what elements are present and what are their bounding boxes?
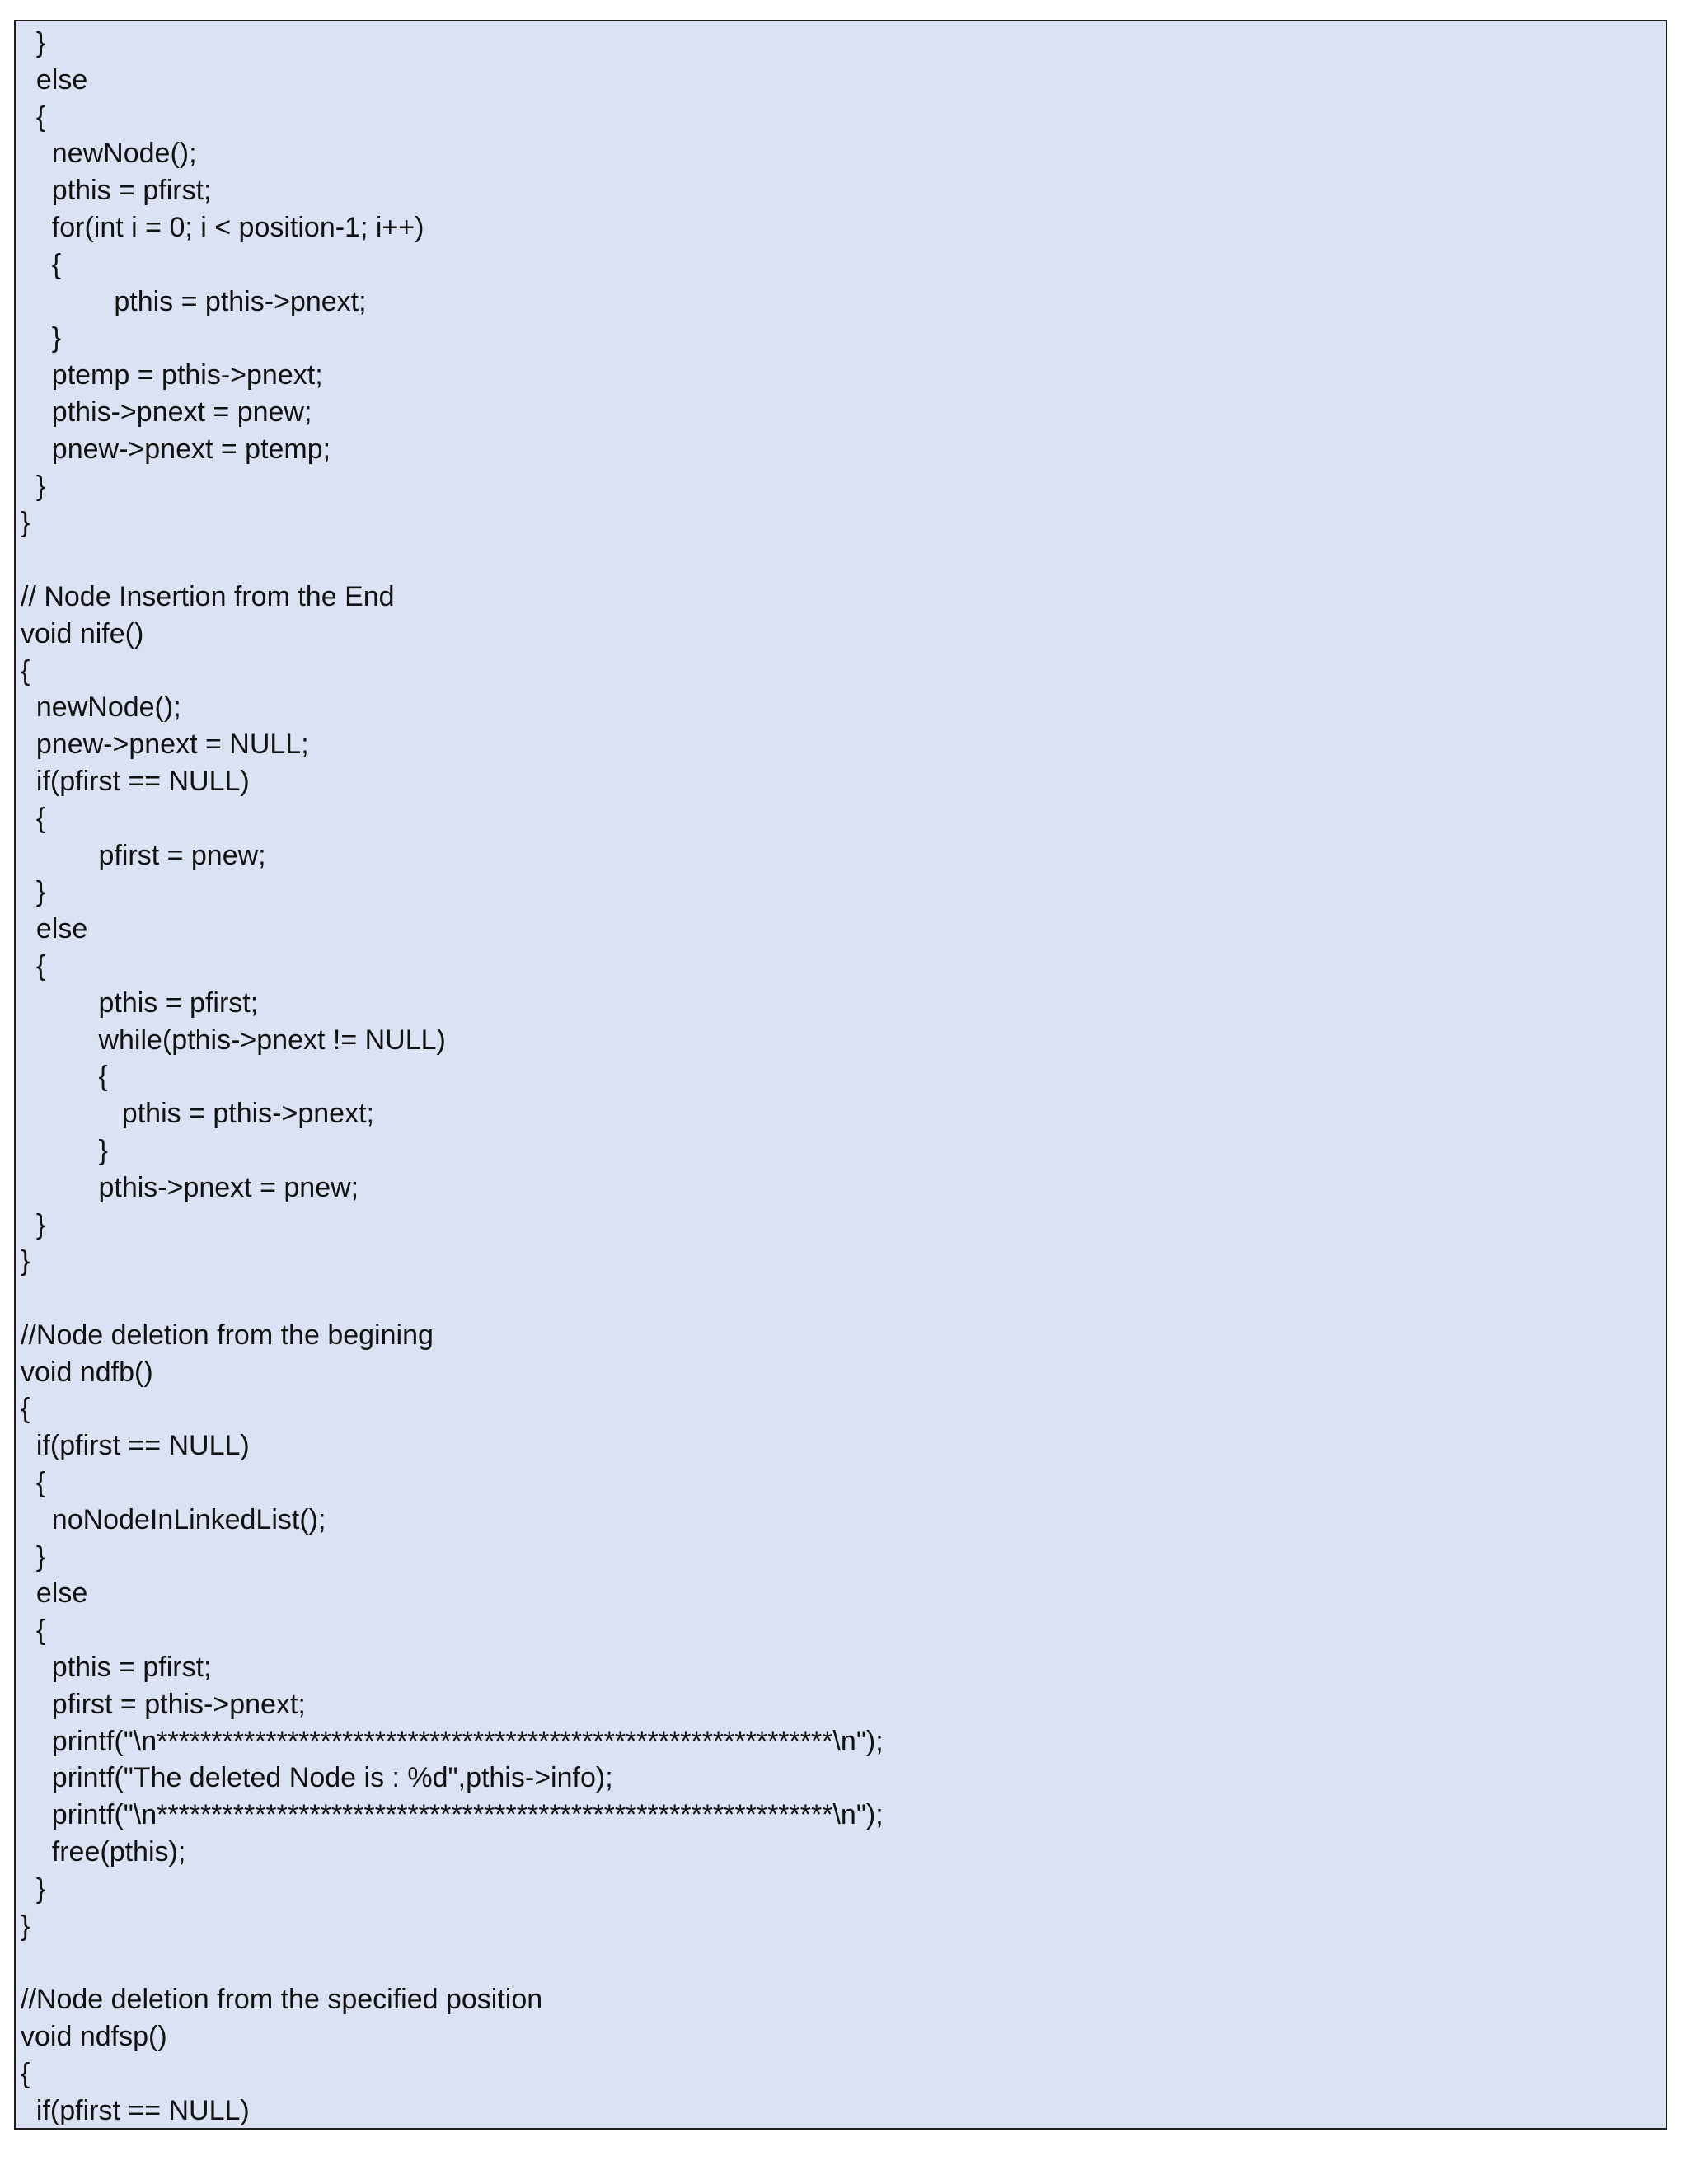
code-line: while(pthis->pnext != NULL)	[21, 1024, 446, 1056]
code-line: ptemp = pthis->pnext;	[21, 359, 323, 391]
code-line: }	[21, 1208, 46, 1240]
code-line: printf("The deleted Node is : %d",pthis->info);	[21, 1762, 613, 1794]
code-line: newNode();	[21, 691, 181, 724]
code-line: void nife()	[21, 617, 144, 649]
code-line: void ndfb()	[21, 1356, 153, 1388]
code-line: printf("\n**************************************************************\n");	[21, 1799, 884, 1831]
code-line: {	[21, 2057, 30, 2089]
code-line: }	[21, 876, 46, 908]
code-line: pthis = pthis->pnext;	[21, 285, 367, 317]
code-line: }	[21, 1540, 46, 1572]
code-line: pthis = pthis->pnext;	[21, 1098, 374, 1130]
code-line: }	[21, 470, 46, 502]
code-line: {	[21, 802, 46, 834]
code-line: for(int i = 0; i < position-1; i++)	[21, 211, 424, 243]
code-line: if(pfirst == NULL)	[21, 1430, 250, 1462]
code-lines	[21, 25, 884, 2129]
code-line: {	[21, 654, 30, 687]
code-line: }	[21, 1910, 30, 1942]
code-line	[21, 1944, 884, 1981]
code-line: pfirst = pthis->pnext;	[21, 1688, 306, 1720]
code-line: pthis->pnext = pnew;	[21, 1171, 359, 1203]
code-line: //Node deletion from the begining	[21, 1319, 434, 1351]
code-listing-box	[14, 20, 1667, 2130]
code-line: {	[21, 1467, 46, 1499]
code-line: }	[21, 1872, 46, 1905]
code-line: {	[21, 1393, 30, 1425]
code-line: pnew->pnext = ptemp;	[21, 433, 331, 465]
code-line: pthis = pfirst;	[21, 987, 259, 1019]
code-line: if(pfirst == NULL)	[21, 2094, 250, 2126]
code-line: {	[21, 1615, 46, 1647]
code-line	[21, 541, 884, 579]
code-line: {	[21, 101, 46, 133]
code-line: else	[21, 63, 88, 96]
code-line: newNode();	[21, 138, 197, 170]
code-line: free(pthis);	[21, 1836, 186, 1868]
code-line: }	[21, 27, 46, 59]
code-line: // Node Insertion from the End	[21, 580, 395, 612]
code-line: }	[21, 322, 62, 354]
code-line: }	[21, 507, 30, 539]
code-line: if(pfirst == NULL)	[21, 765, 250, 797]
code-line: else	[21, 1577, 88, 1610]
code-line	[21, 1280, 884, 1317]
code-line: pnew->pnext = NULL;	[21, 729, 309, 761]
code-line: {	[21, 248, 62, 280]
code-line: {	[21, 949, 46, 982]
code-line: }	[21, 1245, 30, 1277]
code-line: pthis->pnext = pnew;	[21, 396, 312, 428]
code-line: noNodeInLinkedList();	[21, 1503, 326, 1535]
code-line: }	[21, 1134, 108, 1166]
code-line: {	[21, 1061, 108, 1093]
code-line: else	[21, 913, 88, 945]
code-line: pthis = pfirst;	[21, 175, 212, 207]
code-line: //Node deletion from the specified position	[21, 1984, 543, 2016]
code-line: pthis = pfirst;	[21, 1652, 212, 1684]
code-line: void ndfsp()	[21, 2021, 167, 2053]
code-line: pfirst = pnew;	[21, 839, 266, 871]
code-line: printf("\n**************************************************************\n");	[21, 1725, 884, 1757]
